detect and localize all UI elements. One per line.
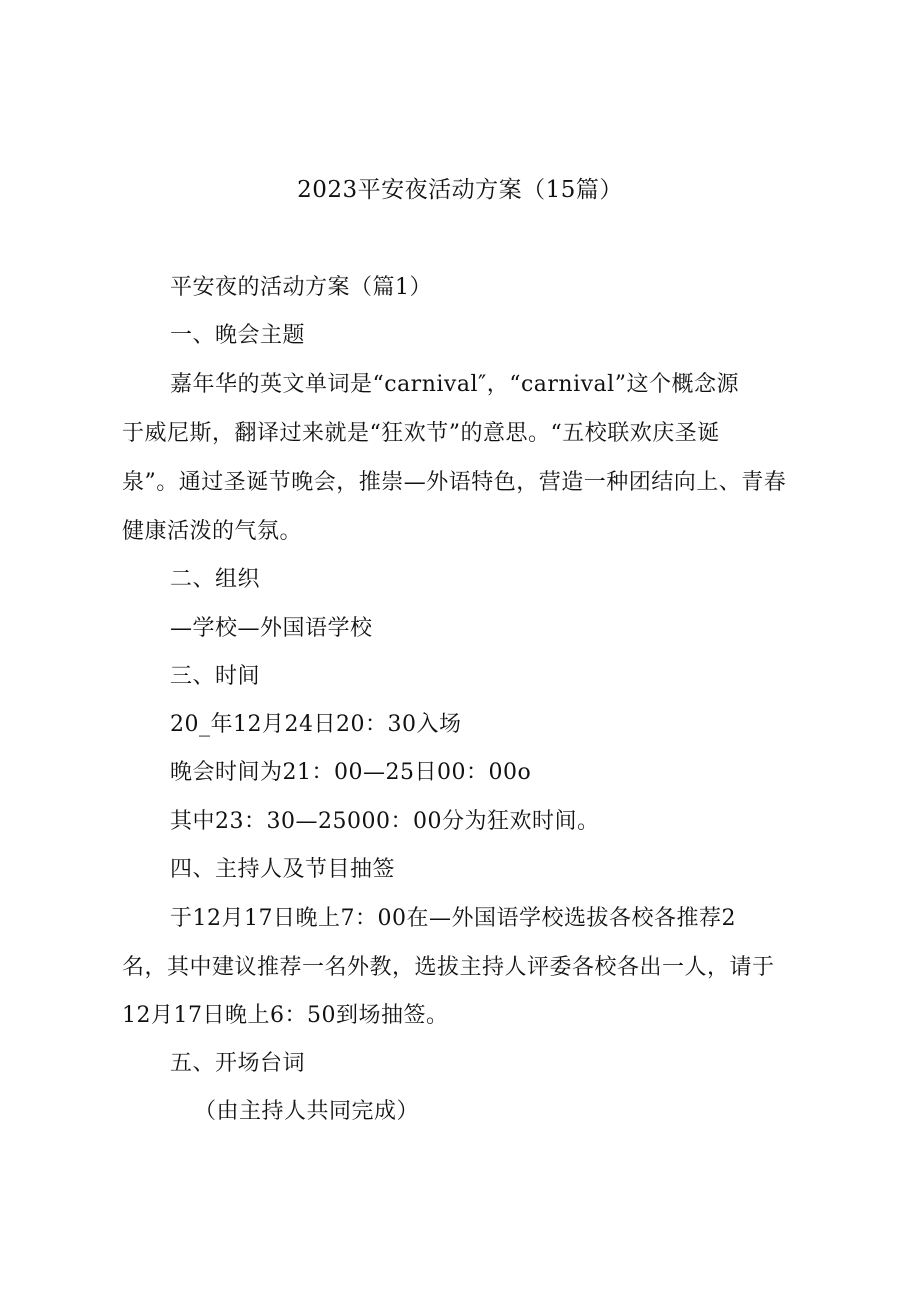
section-heading: 四、主持人及节目抽签 <box>170 857 396 882</box>
paragraph-line: 12月17日晚上6：50到场抽签。 <box>122 1003 449 1028</box>
section-heading: 三、时间 <box>170 664 261 689</box>
paragraph-line: —学校—外国语学校 <box>170 616 373 641</box>
section-heading: 五、开场台词 <box>170 1051 306 1076</box>
section-heading: 平安夜的活动方案（篇1） <box>170 275 432 300</box>
paragraph-line: （由主持人共同完成） <box>194 1099 420 1124</box>
paragraph-line: 健康活泼的气氛。 <box>122 519 303 544</box>
paragraph-line: 于威尼斯，翻译过来就是“狂欢节”的意思。“五校联欢庆圣诞 <box>122 421 720 446</box>
paragraph-line: 名，其中建议推荐一名外教，选拔主持人评委各校各出一人，请于 <box>122 955 775 980</box>
paragraph-line: 嘉年华的英文单词是“carnival″，“carnival”这个概念源 <box>170 372 739 397</box>
paragraph-line: 泉”。通过圣诞节晚会，推崇—外语特色，营造一种团结向上、青春 <box>122 470 787 495</box>
paragraph-line: 20_年12月24日20：30入场 <box>170 712 462 737</box>
section-heading: 二、组织 <box>170 567 261 592</box>
paragraph-line: 晚会时间为21：00—25日00：00o <box>170 760 532 785</box>
document-title: 2023平安夜活动方案（15篇） <box>297 177 623 203</box>
paragraph-line: 其中23：30—25000：00分为狂欢时间。 <box>170 809 600 834</box>
paragraph-line: 于12月17日晚上7：00在—外国语学校选拔各校各推荐2 <box>170 906 736 931</box>
section-heading: 一、晚会主题 <box>170 323 306 348</box>
